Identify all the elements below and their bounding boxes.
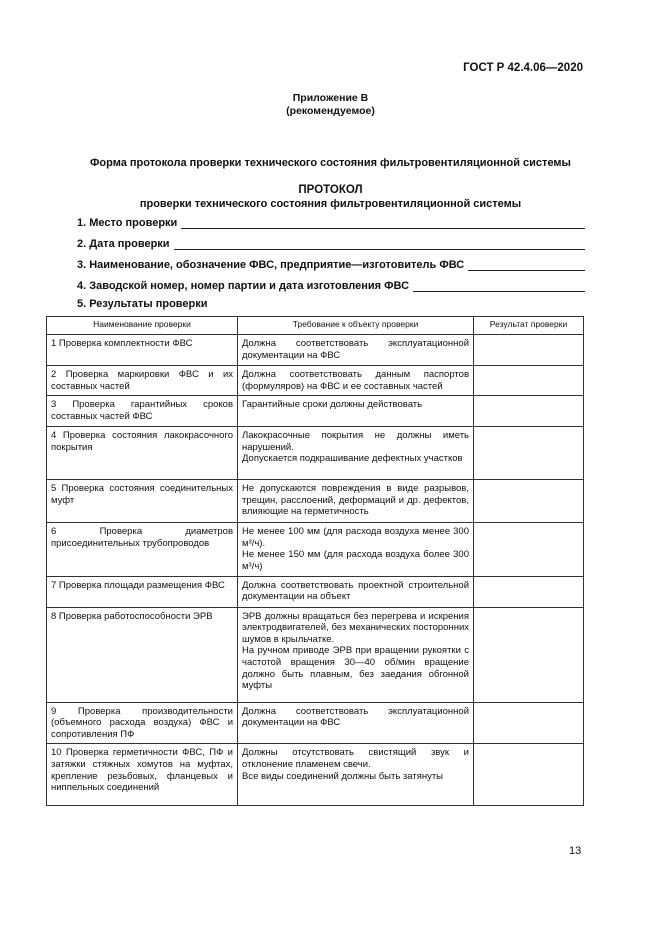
result-cell[interactable] xyxy=(474,396,584,427)
result-cell[interactable] xyxy=(474,480,584,523)
check-name-cell: 4 Проверка состояния лакокрасочного покрытия xyxy=(47,427,238,480)
table-header-row xyxy=(47,317,584,335)
field-label: 4. Заводской номер, номер партии и дата изготовления ФВС xyxy=(77,280,410,292)
result-cell[interactable] xyxy=(474,744,584,806)
check-name-cell: 5 Проверка состояния соединительных муфт xyxy=(47,480,238,523)
fill-line[interactable] xyxy=(468,259,585,271)
table-row xyxy=(47,702,584,744)
check-name-cell: 8 Проверка работоспособности ЭРВ xyxy=(47,607,238,702)
appendix-note: (рекомендуемое) xyxy=(286,105,375,117)
result-cell[interactable] xyxy=(474,335,584,366)
requirement-cell: ЭРВ должны вращаться без перегрева и искрения электродвигателей, без механических посторонних шумов в крыльчатке. На ручном приводе ЭРВ при вращении рукоятки с частотой вращения 30—40 об/мин вращение должно быть плавным, без заедания обгонной муфты xyxy=(238,607,474,702)
requirement-cell: Должна соответствовать эксплуатационной документации на ФВС xyxy=(238,702,474,744)
field-fvs-name xyxy=(77,257,585,271)
table-row xyxy=(47,744,584,806)
appendix-title: Приложение В xyxy=(292,92,369,104)
table-row xyxy=(47,607,584,702)
check-name-cell: 2 Проверка маркировки ФВС и их составных частей xyxy=(47,366,238,396)
result-cell[interactable] xyxy=(474,576,584,607)
check-name-cell: 7 Проверка площади размещения ФВС xyxy=(47,576,238,607)
check-name-cell: 6 Проверка диаметров присоединительных трубопроводов xyxy=(47,523,238,576)
requirement-cell: Должна соответствовать проектной строительной документации на объект xyxy=(238,576,474,607)
result-cell[interactable] xyxy=(474,702,584,744)
header-check-name: Наименование проверки xyxy=(47,317,238,335)
table-row xyxy=(47,427,584,480)
protocol-subtitle: проверки технического состояния фильтровентиляционной системы xyxy=(139,198,522,210)
table-row xyxy=(47,335,584,366)
result-cell[interactable] xyxy=(474,366,584,396)
appendix-heading xyxy=(0,92,661,118)
check-name-cell: 10 Проверка герметичности ФВС, ПФ и затяжки стяжных хомутов на муфтах, крепление резьбовых, фланцевых и ниппельных соединений xyxy=(47,744,238,806)
check-name-cell: 1 Проверка комплектности ФВС xyxy=(47,335,238,366)
requirement-cell: Не менее 100 мм (для расхода воздуха менее 300 м³/ч). Не менее 150 мм (для расхода воздуха более 300 м³/ч) xyxy=(238,523,474,576)
field-serial xyxy=(77,278,585,292)
page-number: 13 xyxy=(569,845,582,857)
fill-line[interactable] xyxy=(181,217,585,229)
table-row xyxy=(47,480,584,523)
field-label: 2. Дата проверки xyxy=(77,238,170,250)
protocol-table xyxy=(46,316,584,806)
table-row xyxy=(47,366,584,396)
table-row xyxy=(47,576,584,607)
field-label: 5. Результаты проверки xyxy=(77,298,208,310)
header-result: Результат проверки xyxy=(474,317,584,335)
standard-number: ГОСТ Р 42.4.06—2020 xyxy=(463,62,583,74)
requirement-cell: Лакокрасочные покрытия не должны иметь нарушений. Допускается подкрашивание дефектных участков xyxy=(238,427,474,480)
fill-line[interactable] xyxy=(174,238,585,250)
form-title: Форма протокола проверки технического состояния фильтровентиляционной системы xyxy=(90,157,571,169)
table-row xyxy=(47,523,584,576)
check-name-cell: 3 Проверка гарантийных сроков составных частей ФВС xyxy=(47,396,238,427)
result-cell[interactable] xyxy=(474,523,584,576)
protocol-title: ПРОТОКОЛ xyxy=(298,184,363,196)
field-place xyxy=(77,215,585,229)
table-body xyxy=(47,335,584,806)
field-label: 1. Место проверки xyxy=(77,217,178,229)
requirement-cell: Должна соответствовать данным паспортов (формуляров) на ФВС и ее составных частей xyxy=(238,366,474,396)
table-row xyxy=(47,396,584,427)
requirement-cell: Должна соответствовать эксплуатационной документации на ФВС xyxy=(238,335,474,366)
header-requirement: Требование к объекту проверки xyxy=(238,317,474,335)
requirement-cell: Не допускаются повреждения в виде разрывов, трещин, расслоений, деформаций и др. дефектов, влияющие на герметичность xyxy=(238,480,474,523)
requirement-cell: Должны отсутствовать свистящий звук и отклонение пламенем свечи. Все виды соединений должны быть затянуты xyxy=(238,744,474,806)
field-date xyxy=(77,236,585,250)
fill-line[interactable] xyxy=(413,280,585,292)
result-cell[interactable] xyxy=(474,427,584,480)
field-results xyxy=(77,296,585,310)
check-name-cell: 9 Проверка производительности (объемного расхода воздуха) ФВС и сопротивления ПФ xyxy=(47,702,238,744)
result-cell[interactable] xyxy=(474,607,584,702)
requirement-cell: Гарантийные сроки должны действовать xyxy=(238,396,474,427)
field-label: 3. Наименование, обозначение ФВС, предприятие—изготовитель ФВС xyxy=(77,259,465,271)
